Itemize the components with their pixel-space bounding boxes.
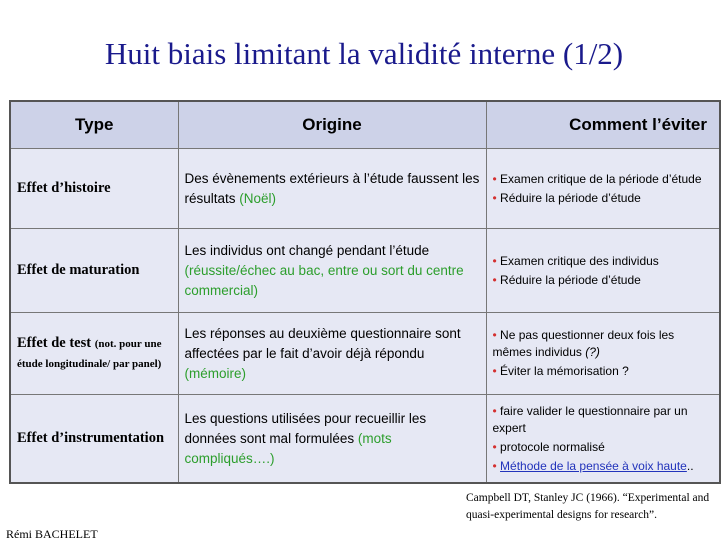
avoid-item: • Éviter la mémorisation ? bbox=[492, 364, 629, 379]
avoid-item bbox=[493, 458, 714, 475]
bullet-icon: • bbox=[492, 439, 497, 454]
type-cell bbox=[10, 229, 178, 313]
bullet-icon: • bbox=[492, 458, 497, 473]
method-link[interactable]: Méthode de la pensée à voix haute bbox=[500, 458, 687, 473]
type-cell bbox=[10, 395, 178, 483]
header-avoid: Comment l’éviter bbox=[486, 101, 720, 149]
origin-example: (mots compliqués….) bbox=[184, 430, 392, 466]
avoid-item: • Réduire la période d’étude bbox=[492, 190, 641, 205]
origin-cell bbox=[178, 229, 486, 313]
origin-text: Des évènements extérieurs à l’étude faussent les résultats bbox=[184, 170, 480, 206]
type-cell bbox=[10, 313, 178, 395]
bullet-icon: • bbox=[492, 272, 497, 287]
avoid-cell bbox=[486, 149, 720, 229]
origin-example: (Noël) bbox=[239, 190, 277, 206]
avoid-cell bbox=[486, 313, 720, 395]
origin-cell bbox=[178, 395, 486, 483]
origin-text: Les questions utilisées pour recueillir les données sont mal formulées bbox=[184, 410, 427, 446]
link-suffix: .. bbox=[686, 458, 694, 473]
avoid-item: • Examen critique des individus bbox=[492, 253, 659, 268]
avoid-item: • protocole normalisé bbox=[492, 439, 605, 454]
type-label: Effet de maturation bbox=[17, 262, 140, 279]
bullet-icon: • bbox=[492, 328, 497, 343]
bullet-icon: • bbox=[492, 403, 497, 418]
avoid-item: • faire valider le questionnaire par un expert bbox=[492, 403, 688, 435]
avoid-item: • Réduire la période d’étude bbox=[492, 272, 641, 287]
origin-example: (mémoire) bbox=[184, 365, 247, 381]
origin-cell bbox=[178, 313, 486, 395]
author-footer: Rémi BACHELET bbox=[6, 527, 98, 541]
type-label: Effet d’instrumentation bbox=[17, 430, 165, 447]
table-row bbox=[10, 149, 720, 229]
avoid-note: (?) bbox=[585, 345, 600, 360]
avoid-cell bbox=[486, 229, 720, 313]
type-cell bbox=[10, 149, 178, 229]
slide-title: Huit biais limitant la validité interne (1/2) bbox=[104, 36, 624, 71]
header-type: Type bbox=[10, 101, 178, 149]
origin-example: (réussite/échec au bac, entre ou sort du centre commercial) bbox=[184, 262, 464, 298]
bullet-icon: • bbox=[492, 190, 497, 205]
avoid-item: • Ne pas questionner deux fois les mêmes individus (?) bbox=[492, 328, 675, 360]
type-label: Effet de test bbox=[17, 334, 92, 351]
origin-cell bbox=[178, 149, 486, 229]
citation: Campbell DT, Stanley JC (1966). “Experimental and quasi-experimental designs for research”. bbox=[466, 492, 710, 521]
bullet-icon: • bbox=[492, 171, 497, 186]
bullet-icon: • bbox=[492, 253, 497, 268]
header-origin: Origine bbox=[178, 101, 486, 149]
bullet-icon: • bbox=[492, 364, 497, 379]
type-note: (not. pour une étude longitudinale/ par panel) bbox=[17, 337, 162, 370]
table-header-row bbox=[10, 101, 720, 149]
origin-text: Les réponses au deuxième questionnaire sont affectées par le fait d’avoir déjà répondu bbox=[184, 325, 461, 361]
avoid-cell bbox=[486, 395, 720, 483]
origin-text: Les individus ont changé pendant l’étude bbox=[184, 242, 430, 258]
table-row bbox=[10, 395, 720, 483]
type-label: Effet d’histoire bbox=[17, 180, 111, 197]
avoid-item: • Examen critique de la période d’étude bbox=[492, 171, 702, 186]
bias-table bbox=[9, 100, 721, 484]
table-row bbox=[10, 313, 720, 395]
table-row bbox=[10, 229, 720, 313]
